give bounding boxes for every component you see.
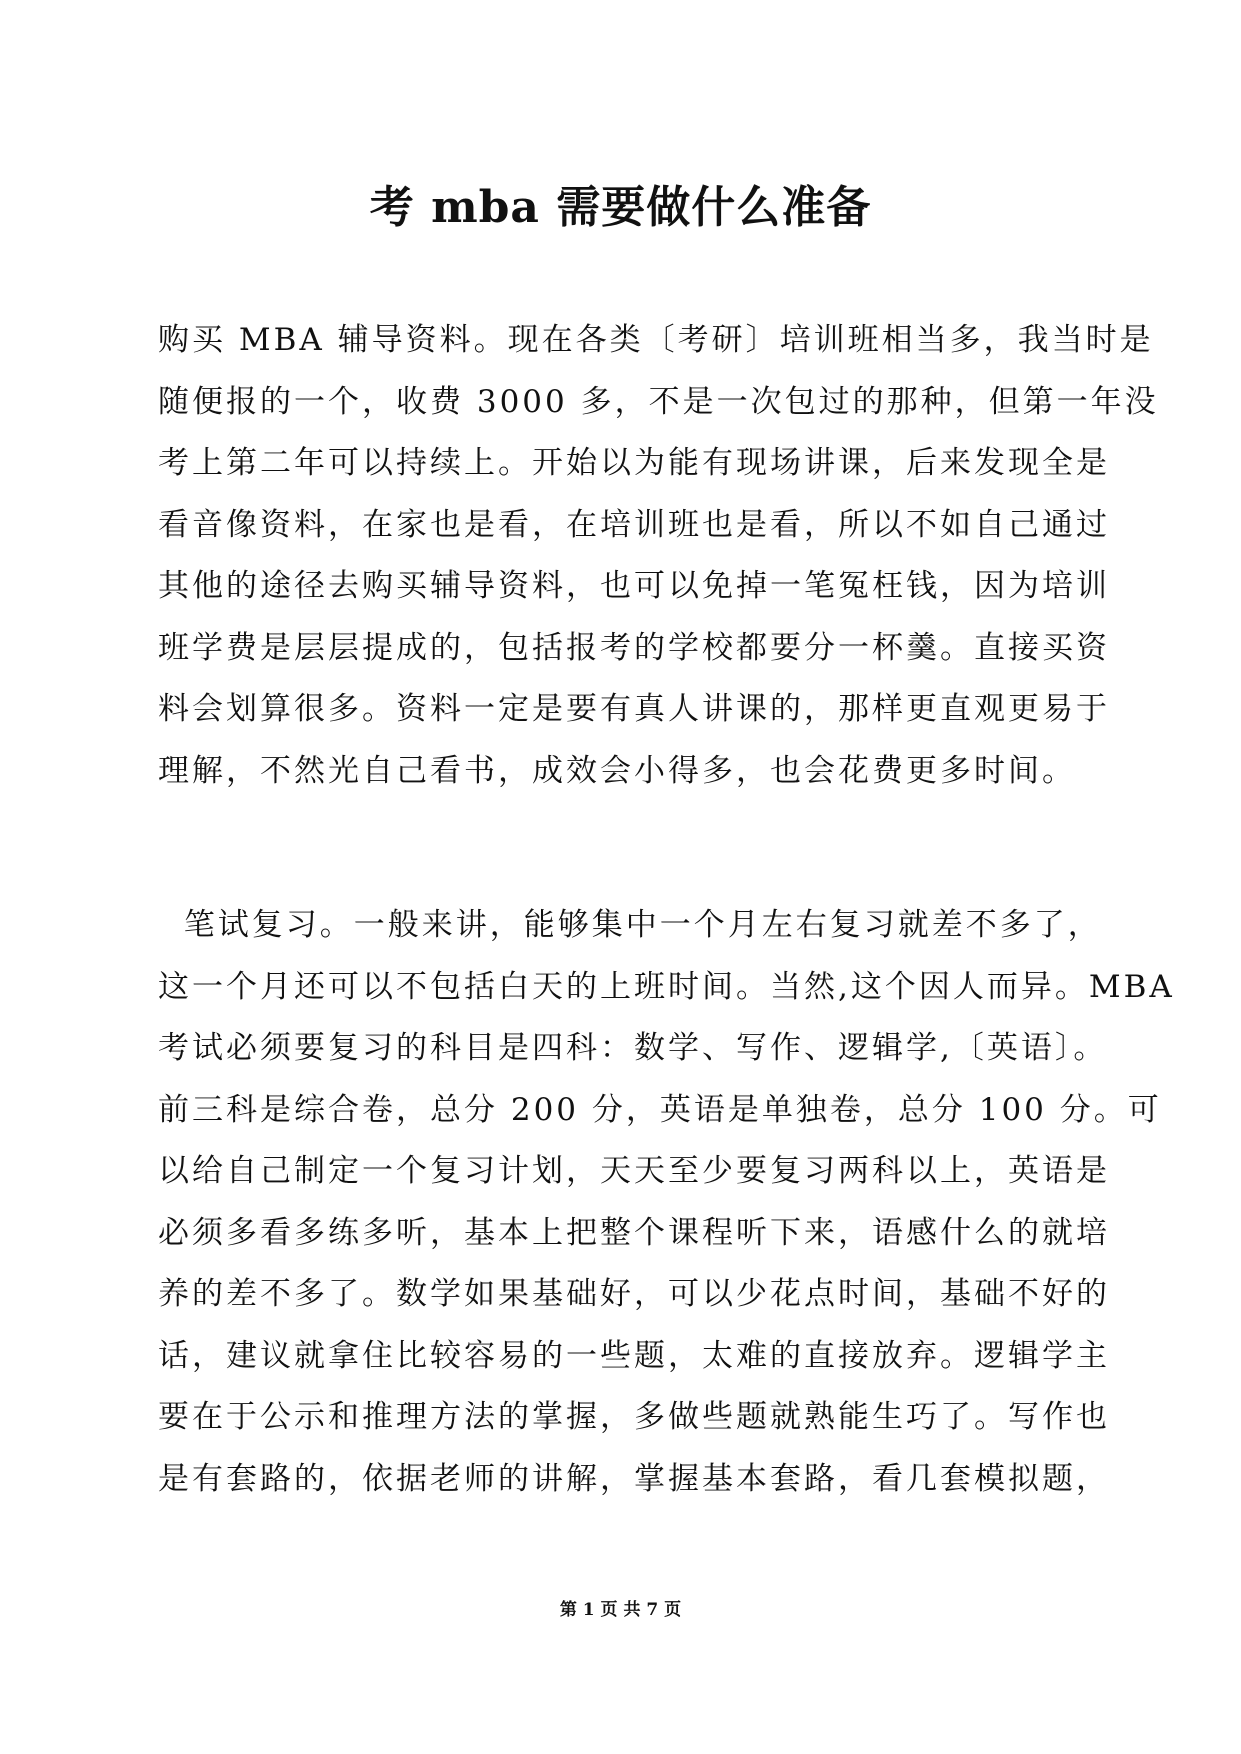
- paragraph-line: 料会划算很多。资料一定是要有真人讲课的，那样更直观更易于: [158, 691, 1110, 727]
- paragraph-line: 要在于公示和推理方法的掌握，多做些题就熟能生巧了。写作也: [158, 1399, 1110, 1435]
- paragraph-line: 是有套路的，依据老师的讲解，掌握基本套路，看几套模拟题，: [158, 1460, 1110, 1497]
- paragraph-line: 话，建议就拿住比较容易的一些题，太难的直接放弃。逻辑学主: [158, 1337, 1110, 1374]
- paragraph-line: 必须多看多练多听，基本上把整个课程听下来，语感什么的就培: [158, 1214, 1110, 1251]
- paragraph-line: 看音像资料，在家也是看，在培训班也是看，所以不如自己通过: [158, 506, 1110, 543]
- paragraph-1: [158, 310, 1159, 802]
- paragraph-2: [158, 895, 1175, 1510]
- paragraph-line: 随便报的一个，收费 3000 多，不是一次包过的那种，但第一年没: [158, 383, 1159, 420]
- paragraph-line: 其他的途径去购买辅导资料，也可以免掉一笔冤枉钱，因为培训: [158, 568, 1110, 604]
- paragraph-line: 这一个月还可以不包括白天的上班时间。当然,这个因人而异。MBA: [158, 968, 1175, 1005]
- paragraph-line: 理解，不然光自己看书，成效会小得多，也会花费更多时间。: [158, 752, 1076, 789]
- page-number-footer: 第 1 页 共 7 页: [559, 1600, 682, 1620]
- paragraph-line: 笔试复习。一般来讲，能够集中一个月左右复习就差不多了，: [158, 907, 1102, 943]
- paragraph-line: 班学费是层层提成的，包括报考的学校都要分一杯羹。直接买资: [158, 629, 1110, 666]
- paragraph-line: 前三科是综合卷，总分 200 分，英语是单独卷，总分 100 分。可: [158, 1091, 1162, 1128]
- paragraph-line: 考上第二年可以持续上。开始以为能有现场讲课，后来发现全是: [158, 445, 1110, 481]
- document-title: 考 mba 需要做什么准备: [369, 182, 872, 233]
- paragraph-line: 购买 MBA 辅导资料。现在各类〔考研〕培训班相当多，我当时是: [158, 322, 1154, 358]
- paragraph-line: 以给自己制定一个复习计划，天天至少要复习两科以上，英语是: [158, 1153, 1110, 1189]
- paragraph-line: 考试必须要复习的科目是四科：数学、写作、逻辑学,〔英语〕。: [158, 1030, 1108, 1066]
- paragraph-line: 养的差不多了。数学如果基础好，可以少花点时间，基础不好的: [158, 1276, 1110, 1312]
